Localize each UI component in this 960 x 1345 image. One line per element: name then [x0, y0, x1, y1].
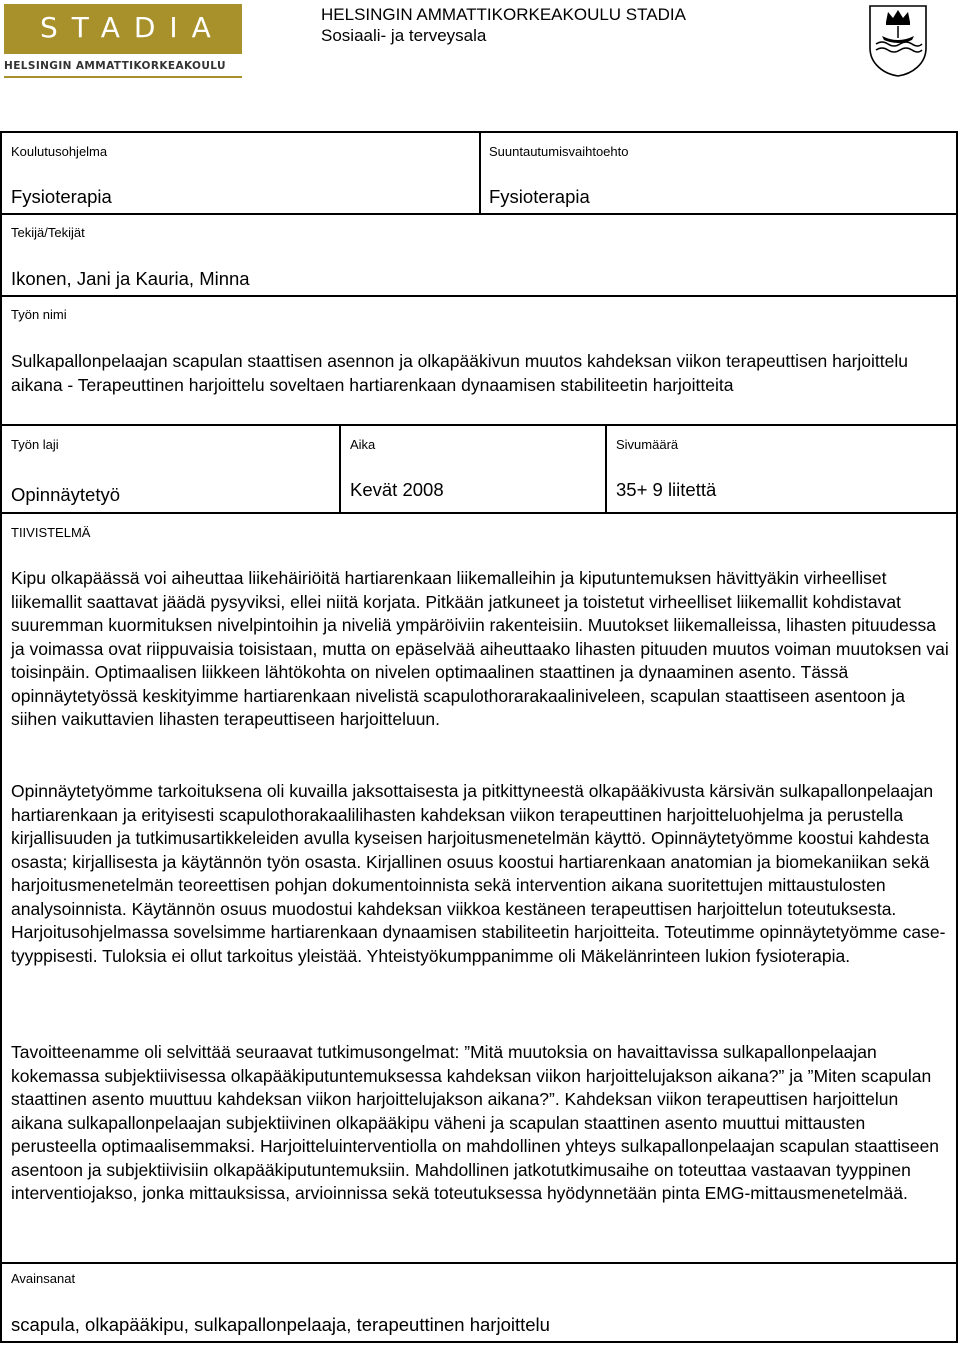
- divider-col-2: [339, 424, 341, 513]
- sivumaara-label: Sivumäärä: [616, 437, 679, 452]
- institution-name: HELSINGIN AMMATTIKORKEAKOULU STADIA: [321, 5, 686, 24]
- tyon-laji-label: Työn laji: [11, 437, 59, 452]
- sivumaara-value: 35+ 9 liitettä: [616, 479, 717, 500]
- tiivistelma-label: TIIVISTELMÄ: [11, 525, 91, 540]
- divider-row-3: [0, 424, 958, 426]
- divider-col-1: [479, 131, 481, 214]
- institution-faculty: Sosiaali- ja terveysala: [321, 26, 487, 45]
- tekija-label: Tekijä/Tekijät: [11, 225, 85, 240]
- koulutusohjelma-value: Fysioterapia: [11, 186, 112, 207]
- stadia-logo: [4, 4, 242, 78]
- logo-word: STADIA: [40, 11, 225, 44]
- logo-underline: [4, 76, 242, 78]
- helsinki-crest-icon: [866, 4, 930, 78]
- tyon-nimi-label: Työn nimi: [11, 307, 67, 322]
- logo-subtitle: HELSINGIN AMMATTIKORKEAKOULU: [4, 60, 226, 72]
- tiivistelma-paragraph-2: Opinnäytetyömme tarkoituksena oli kuvailla jaksottaisesta ja pitkittyneestä olkapääkivusta kärsivän sulkapallonpelaajan hartiarenkaan ja erityisesti scapulothorakaalilihasten kahdeksan viikon terapeuttinen harjoitteluohjelma ja perustella kirjallisuuden ja tutkimusartikkeleiden avulla kyseisen harjoitusmenetelmän käyttö. Opinnäytetyömme koostui kahdesta osasta; kirjallisesta ja käytännön työn osasta. Kirjallinen osuus koostui hartiarenkaan anatomian ja biomekaniikan sekä harjoitusmenetelmän teoreettisen pohjan dokumentoinnista sekä intervention aikana suoritettujen mittaustulosten analysoinnista. Käytännön osuus muodostui kahdeksan viikkoa kestäneen terapeuttisen harjoittelun toteutuksesta. Harjoitusohjelmassa sovelsimme hartiarenkaan dynaamisen stabiliteetin harjoitteita. Toteutimme opinnäytetyömme case- tyyppisesti. Tuloksia ei ollut tarkoitus yleistää. Yhteistyökumppanimme oli Mäkelänrinteen lukion fysioterapia.: [11, 781, 946, 966]
- tyon-nimi-value: Sulkapallonpelaajan scapulan staattisen asennon ja olkapääkivun muutos kahdeksan viikon terapeuttisen harjoittelu aikana - Terapeuttinen harjoittelu soveltaen hartiarenkaan dynaamisen stabiliteetin harjoitteita: [11, 351, 908, 395]
- divider-row-5: [0, 1262, 958, 1264]
- avainsanat-label: Avainsanat: [11, 1271, 76, 1286]
- institution-header: [321, 4, 686, 46]
- aika-label: Aika: [350, 437, 376, 452]
- tyon-laji-value: Opinnäytetyö: [11, 484, 121, 505]
- suuntautuminen-label: Suuntautumisvaihtoehto: [489, 144, 629, 159]
- tekija-value: Ikonen, Jani ja Kauria, Minna: [11, 268, 250, 289]
- tiivistelma-paragraph-1: Kipu olkapäässä voi aiheuttaa liikehäiriöitä hartiarenkaan liikemalleihin ja kiputuntemuksen hävittyäkin virheelliset liikemallit saattavat jäädä pysyviksi, ellei niitä korjata. Pitkään jatkuneet ja toistetut virheelliset liikemallit kohdistavat suuremman kuormituksen nivelpintoihin ja niveliä ympäröiviin rakenteisiin. Muutokset liikemalleissa, lihasten pituudessa ja voimassa ovat riippuvaisia toisistaan, mutta on epäselvää aiheuttaako lihasten pituuden muutos voiman muutoksen vai toisinpäin. Optimaalisen liikkeen lähtökohta on nivelen optimaalinen staattinen ja dynaaminen asento. Tässä opinnäytetyössä keskityimme hartiarenkaan nivelistä scapulothorarakaaliniveleen, scapulan staattiseen asentoon ja siihen vaikuttavien lihasten terapeuttiseen harjoitteluun.: [11, 568, 949, 729]
- divider-row-2: [0, 295, 958, 297]
- koulutusohjelma-label: Koulutusohjelma: [11, 144, 108, 159]
- logo-box: [4, 4, 242, 54]
- suuntautuminen-value: Fysioterapia: [489, 186, 590, 207]
- divider-col-3: [605, 424, 607, 513]
- tiivistelma-paragraph-3: Tavoitteenamme oli selvittää seuraavat tutkimusongelmat: ”Mitä muutoksia on havaittavissa sulkapallonpelaajan kokemassa subjektiivisessa olkapääkiputuntemuksessa kahdeksan viikon harjoittelujakson aikana?” ja ”Miten scapulan staattinen asento muuttuu kahdeksan viikon harjoittelujakson aikana?”. Kahdeksan viikon terapeuttisen harjoittelun aikana sulkapallonpelaajan subjektiivinen olkapääkipu väheni ja scapulan staattinen asento muuttui mittausten perusteella optimaalisemmaksi. Harjoitteluinterventiolla on mahdollinen yhteys sulkapallonpelaajan scapulan staattiseen asentoon ja subjektiivisiin olkapääkiputuntemuksiin. Mahdollinen jatkotutkimusaihe on toteuttaa vastaavan tyyppinen interventiojakso, jonka mittauksissa, arvioinnissa sekä toteutuksessa hyödynnetään pinta EMG-mittausmenetelmää.: [11, 1042, 940, 1203]
- avainsanat-value: scapula, olkapääkipu, sulkapallonpelaaja, terapeuttinen harjoittelu: [11, 1314, 550, 1335]
- divider-row-4: [0, 512, 958, 514]
- aika-value: Kevät 2008: [350, 479, 444, 500]
